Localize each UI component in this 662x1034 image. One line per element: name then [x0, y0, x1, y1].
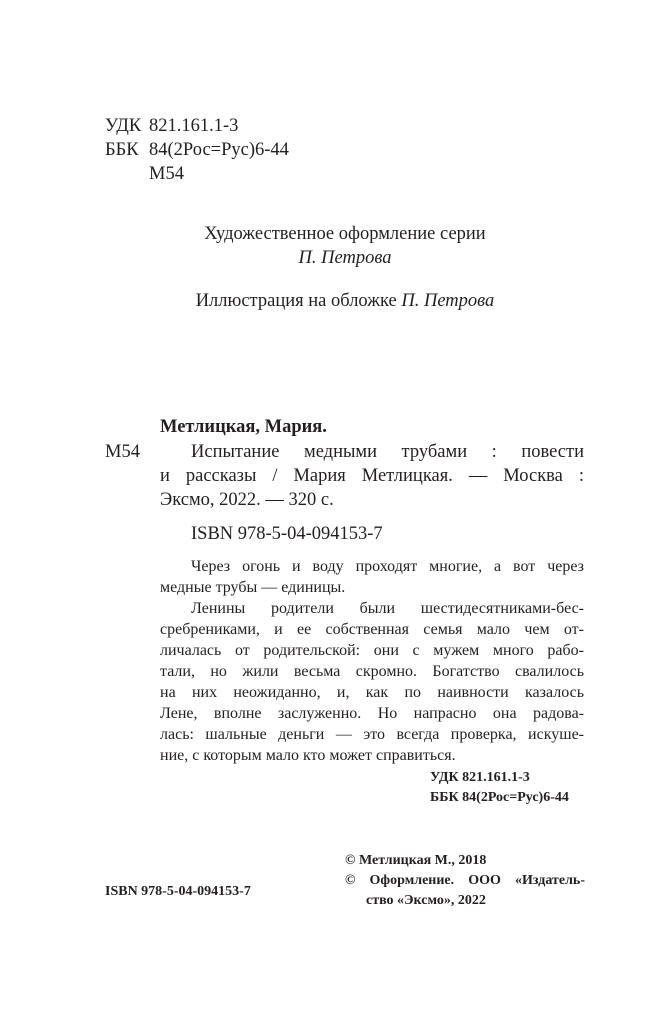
- annotation-line: Ленины родители были шестидесятниками-бес-: [191, 600, 584, 617]
- bib-line-1: Испытание медными трубами : повести: [191, 442, 584, 462]
- copyright-design-line-2: ство «Эксмо», 2022: [366, 893, 486, 908]
- annotation-line: личалась от родительской: они с мужем много рабо-: [160, 642, 584, 659]
- bottom-bbk-text: ББК 84(2Рос=Рус)6-44: [430, 790, 569, 805]
- cover-illustration-prefix: Иллюстрация на обложке: [195, 291, 397, 311]
- author-mark: М54: [149, 164, 184, 184]
- bottom-udk: [384, 768, 584, 788]
- cover-illustration-credit: [130, 289, 560, 313]
- series-design-credit: [130, 222, 560, 270]
- annotation-line: тали, но жили весьма скромно. Богатство свалилось: [160, 663, 584, 680]
- bbk-value: 84(2Рос=Рус)6-44: [149, 140, 289, 160]
- footer-isbn: ISBN 978-5-04-094153-7: [105, 884, 251, 899]
- series-designer: П. Петрова: [298, 248, 392, 268]
- annotation-line: лась: шальные деньги — это всегда проверка, искуше-: [160, 726, 584, 743]
- udk-value: 821.161.1-3: [149, 116, 239, 136]
- annotation-line: Через огонь и воду проходят многие, а вот через: [191, 558, 584, 575]
- udk-row: [105, 114, 405, 138]
- udk-label: УДК: [105, 116, 142, 136]
- annotation-line: сребрениками, и ее собственная семья мало чем от-: [160, 621, 584, 638]
- series-design-line: Художественное оформление серии: [204, 224, 486, 244]
- annotation-line: медные трубы — единицы.: [160, 579, 346, 596]
- bib-line-3: Эксмо, 2022. — 320 с.: [160, 490, 334, 510]
- copyright-design-line-1: © Оформление. ООО «Издатель-: [345, 873, 585, 888]
- cover-illustrator: П. Петрова: [401, 291, 495, 311]
- author-mark-row: [105, 162, 405, 186]
- call-mark: М54: [105, 442, 140, 462]
- top-classification: [105, 114, 405, 186]
- bottom-bbk: [384, 788, 584, 808]
- isbn-entry: ISBN 978-5-04-094153-7: [191, 524, 383, 544]
- annotation-line: на них неожиданно, и, как по наивности казалось: [160, 684, 584, 701]
- annotation: [160, 556, 584, 766]
- author-heading: Метлицкая, Мария.: [160, 417, 327, 437]
- bbk-row: [105, 138, 405, 162]
- bib-line-2: и рассказы / Мария Метлицкая. — Москва :: [160, 466, 584, 486]
- bottom-classification: [384, 768, 584, 808]
- copyright-block: [345, 851, 585, 911]
- bottom-udk-text: УДК 821.161.1-3: [430, 770, 530, 785]
- copyright-author: © Метлицкая М., 2018: [345, 853, 487, 868]
- annotation-line: Лене, вполне заслуженно. Но напрасно она радова-: [160, 705, 584, 722]
- bibliographic-description: [160, 440, 584, 512]
- annotation-line: ние, с которым мало кто может справиться.: [160, 747, 456, 764]
- bbk-label: ББК: [105, 140, 139, 160]
